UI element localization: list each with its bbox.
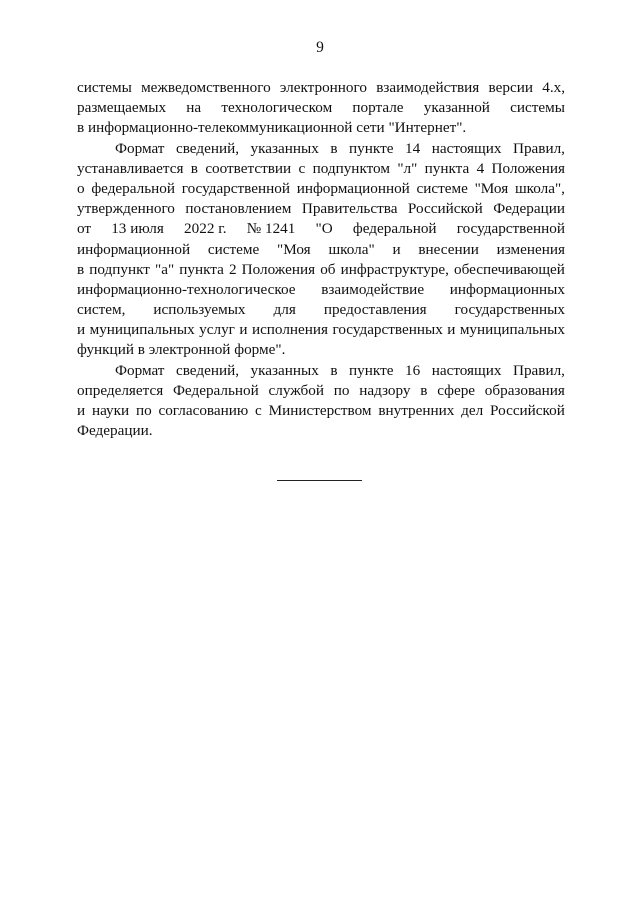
- word: подпунктом: [312, 159, 390, 177]
- word: внутренних: [378, 402, 455, 419]
- word: электронного: [279, 79, 367, 96]
- word: информационных: [449, 280, 565, 298]
- word: используемых: [153, 301, 246, 319]
- word: настоящих: [431, 361, 502, 379]
- paragraph: [77, 361, 565, 442]
- word: в: [330, 361, 338, 379]
- word: согласованию: [158, 402, 249, 419]
- page-number: 9: [316, 39, 324, 56]
- text-line: [77, 118, 565, 138]
- word: портале: [352, 99, 404, 117]
- word: "Моя: [474, 179, 509, 197]
- text-line: [77, 260, 565, 280]
- word: обеспечивающей: [454, 260, 565, 278]
- text-line: [77, 340, 565, 360]
- word: межведомственного: [141, 79, 271, 96]
- word: услуг: [199, 321, 235, 339]
- word: изменения: [496, 240, 565, 258]
- word: на: [186, 99, 202, 117]
- word: информационной: [296, 179, 410, 197]
- word: Правительства: [301, 200, 398, 218]
- word: и: [77, 321, 86, 339]
- word: системе: [207, 240, 260, 258]
- word: школа": [328, 240, 375, 258]
- paragraph: [77, 139, 565, 361]
- text-line: [77, 320, 565, 340]
- text-line: [77, 280, 565, 300]
- word: в информационно-телекоммуникационной сети "Интернет".: [77, 119, 467, 137]
- word: 4: [476, 159, 485, 177]
- end-separator-line: [277, 480, 362, 481]
- text-line: [77, 240, 565, 260]
- text-line: [77, 219, 565, 239]
- word: 4.х,: [542, 79, 565, 96]
- word: № 1241: [246, 220, 296, 238]
- word: по: [135, 402, 152, 419]
- word: муниципальных: [459, 321, 565, 339]
- word: Российской: [407, 200, 483, 218]
- word: пункта: [179, 260, 224, 278]
- word: Министерством: [268, 402, 372, 419]
- word: исполнения: [251, 321, 329, 339]
- word: постановлением: [185, 200, 292, 218]
- word: и: [447, 321, 456, 339]
- word: образования: [484, 381, 565, 399]
- word: Правил,: [513, 139, 565, 157]
- word: федеральной: [352, 220, 437, 238]
- word: размещаемых: [77, 99, 167, 117]
- word: "Моя: [277, 240, 311, 258]
- word: настоящих: [431, 139, 502, 157]
- word: науки: [91, 402, 130, 419]
- word: устанавливается: [77, 159, 184, 177]
- word: указанных: [250, 139, 319, 157]
- word: для: [273, 301, 296, 319]
- word: Российской: [490, 402, 565, 419]
- word: информационной: [77, 240, 191, 258]
- word: о: [77, 179, 85, 197]
- word: соответствии: [205, 159, 292, 177]
- word: федеральной: [91, 179, 175, 197]
- word: об: [320, 260, 336, 278]
- word: подпункт: [89, 260, 150, 278]
- word: Правил,: [513, 361, 565, 379]
- word: сведений,: [175, 139, 239, 157]
- word: 13 июля: [111, 220, 164, 238]
- text-line: [77, 139, 565, 159]
- word: предоставления: [323, 301, 427, 319]
- word: функций в электронной форме".: [77, 341, 286, 359]
- word: и: [77, 402, 86, 419]
- word: по: [333, 381, 350, 399]
- word: и: [392, 240, 401, 258]
- word: муниципальных: [89, 321, 195, 339]
- word: школа",: [514, 179, 565, 197]
- word: пункте: [349, 139, 394, 157]
- text-line: [77, 300, 565, 320]
- word: государственной: [456, 220, 565, 238]
- word: в: [330, 139, 338, 157]
- text-line: [77, 421, 565, 441]
- word: с: [298, 159, 306, 177]
- word: систем,: [77, 301, 126, 319]
- word: 16: [404, 361, 421, 379]
- word: утвержденного: [77, 200, 175, 218]
- text-line: [77, 78, 565, 98]
- word: пункта: [424, 159, 470, 177]
- word: государственных: [332, 321, 443, 339]
- word: пункте: [349, 361, 394, 379]
- word: Федерации: [493, 200, 565, 218]
- word: системе: [416, 179, 468, 197]
- text-line: [77, 179, 565, 199]
- text-line: [77, 159, 565, 179]
- word: 14: [404, 139, 421, 157]
- word: технологическом: [221, 99, 333, 117]
- paragraph: [77, 78, 565, 139]
- word: "О: [315, 220, 333, 238]
- word: "а": [155, 260, 175, 278]
- word: указанной: [423, 99, 490, 117]
- word: и: [239, 321, 248, 339]
- word: государственной: [181, 179, 290, 197]
- word: системы: [510, 99, 565, 117]
- word: сведений,: [175, 361, 239, 379]
- word: определяется: [77, 381, 164, 399]
- word: Формат: [115, 139, 165, 157]
- text-line: [77, 381, 565, 401]
- text-line: [77, 98, 565, 118]
- text-line: [77, 401, 565, 421]
- text-line: [77, 361, 565, 381]
- word: Федерации.: [77, 422, 153, 440]
- word: в: [77, 260, 85, 278]
- word: надзору: [359, 381, 411, 399]
- word: системы: [77, 79, 132, 96]
- word: версии: [488, 79, 533, 96]
- word: Формат: [115, 361, 165, 379]
- word: в: [190, 159, 198, 177]
- word: Федеральной: [172, 381, 259, 399]
- word: внесении: [418, 240, 479, 258]
- word: службой: [268, 381, 324, 399]
- word: Положения: [491, 159, 565, 177]
- word: Положения: [241, 260, 316, 278]
- word: сфере: [437, 381, 476, 399]
- word: дел: [461, 402, 484, 419]
- word: взаимодействия: [376, 79, 480, 96]
- word: от: [77, 220, 92, 238]
- word: в: [420, 381, 428, 399]
- word: государственных: [454, 301, 565, 319]
- word: с: [255, 402, 262, 419]
- word: указанных: [250, 361, 319, 379]
- word: "л": [397, 159, 418, 177]
- document-body: [77, 78, 565, 441]
- word: информационно-технологическое: [77, 280, 296, 298]
- word: 2022 г.: [184, 220, 227, 238]
- word: инфраструктуре,: [340, 260, 449, 278]
- word: 2: [228, 260, 237, 278]
- word: взаимодействие: [321, 280, 425, 298]
- text-line: [77, 199, 565, 219]
